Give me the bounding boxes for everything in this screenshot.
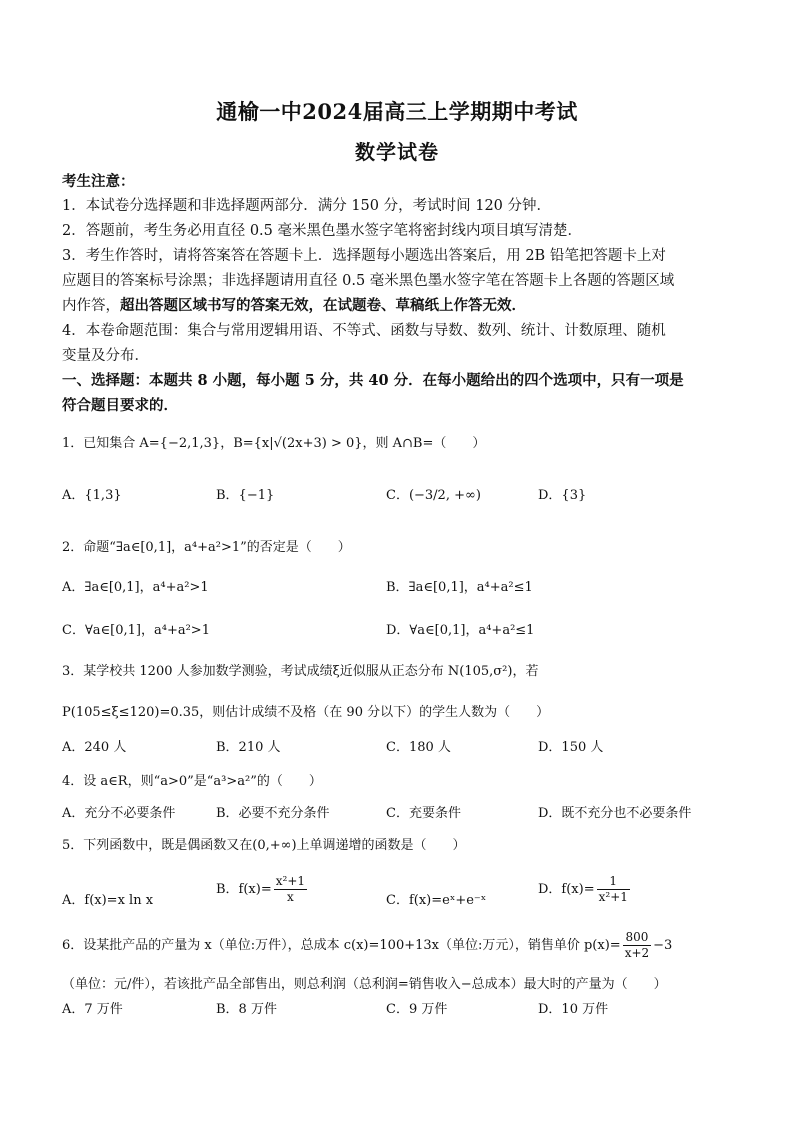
- q5-option-d-fraction: [597, 874, 630, 905]
- question-2-stem: 2．命题“∃a∈[0,1]，a⁴+a²>1”的否定是（ ）: [62, 540, 351, 555]
- notice-line-4a: 4．本卷命题范围：集合与常用逻辑用语、不等式、函数与导数、数列、统计、计数原理、随机: [62, 323, 666, 339]
- q5-option-b: [216, 874, 309, 905]
- q5-option-b-prefix: B．f(x)=: [216, 882, 272, 897]
- q5-option-d-numerator: 1: [597, 874, 630, 890]
- notice-line-3c: [62, 296, 736, 316]
- q1-option-b: B．{−1}: [216, 488, 275, 503]
- section-heading-1: 一、选择题：本题共 8 小题，每小题 5 分，共 40 分．在每小题给出的四个选项中，只有一项是: [62, 372, 684, 389]
- q5-option-c: C．f(x)=eˣ+e⁻ˣ: [386, 893, 487, 908]
- notice-line-2: 2．答题前，考生务必用直径 0.5 毫米黑色墨水签字笔将密封线内项目填写清楚．: [62, 223, 583, 239]
- question-6-stem-2: （单位：元/件），若该批产品全部售出，则总利润（总利润=销售收入−总成本）最大时的产量为（ ）: [62, 977, 667, 992]
- q3-option-d: D．150 人: [538, 740, 604, 755]
- question-5-stem: 5．下列函数中，既是偶函数又在(0,+∞)上单调递增的函数是（ ）: [62, 838, 466, 853]
- q2-option-d: D．∀a∈[0,1]，a⁴+a²≤1: [386, 623, 535, 638]
- q5-option-d-denominator: x²+1: [598, 890, 628, 904]
- q4-option-b: B．必要不充分条件: [216, 806, 330, 821]
- notice-line-3c-text: 内作答，: [62, 298, 120, 314]
- q6-option-d: D．10 万件: [538, 1002, 609, 1017]
- q6-price-fraction: [623, 930, 651, 961]
- notice-line-3c-bold: 超出答题区域书写的答案无效，在试题卷、草稿纸上作答无效．: [120, 297, 526, 314]
- question-1-stem: 1．已知集合 A={−2,1,3}，B={x|√(2x+3) > 0}，则 A∩B=（ ）: [62, 436, 486, 451]
- q6-option-a: A．7 万件: [62, 1002, 123, 1017]
- notice-line-4b: 变量及分布．: [62, 348, 149, 364]
- notice-line-1: 1．本试卷分选择题和非选择题两部分．满分 150 分，考试时间 120 分钟．: [62, 198, 552, 214]
- q6-stem-suffix: −3: [653, 938, 673, 953]
- q6-price-numerator: 800: [623, 930, 651, 946]
- q2-option-a: A．∃a∈[0,1]，a⁴+a²>1: [62, 580, 209, 595]
- q6-price-denominator: x+2: [624, 946, 650, 960]
- q1-option-c: C．(−3/2, +∞): [386, 488, 481, 503]
- question-3-stem-2: P(105≤ξ≤120)=0.35，则估计成绩不及格（在 90 分以下）的学生人数为（ ）: [62, 705, 550, 720]
- question-3-stem-1: 3．某学校共 1200 人参加数学测验，考试成绩ξ近似服从正态分布 N(105,σ²)，若: [62, 664, 539, 679]
- q5-option-d: [538, 874, 632, 905]
- notice-line-3b: 应题目的答案标号涂黑；非选择题请用直径 0.5 毫米黑色墨水签字笔在答题卡上各题的答题区域: [62, 273, 675, 289]
- q5-option-b-fraction: [274, 874, 307, 905]
- notice-line-3a: 3．考生作答时，请将答案答在答题卡上．选择题每小题选出答案后，用 2B 铅笔把答题卡上对: [62, 248, 666, 264]
- q6-stem-prefix: 6．设某批产品的产量为 x（单位:万件），总成本 c(x)=100+13x（单位:万元），销售单价 p(x)=: [62, 938, 621, 953]
- notice-heading: 考生注意：: [62, 173, 135, 190]
- q3-option-a: A．240 人: [62, 740, 127, 755]
- question-4-stem: 4．设 a∈R，则“a>0”是“a³>a²”的（ ）: [62, 774, 322, 789]
- q6-option-b: B．8 万件: [216, 1002, 277, 1017]
- exam-title: 通榆一中2024届高三上学期期中考试: [216, 99, 578, 124]
- q1-option-a: A．{1,3}: [62, 488, 122, 503]
- section-heading-2: 符合题目要求的．: [62, 397, 178, 414]
- q4-option-d: D．既不充分也不必要条件: [538, 806, 692, 821]
- q2-option-b: B．∃a∈[0,1]，a⁴+a²≤1: [386, 580, 533, 595]
- q1-option-d: D．{3}: [538, 488, 587, 503]
- q6-option-c: C．9 万件: [386, 1002, 448, 1017]
- q5-option-d-prefix: D．f(x)=: [538, 882, 595, 897]
- question-6-stem-1: [62, 930, 672, 961]
- exam-subtitle: 数学试卷: [355, 140, 439, 164]
- q4-option-a: A．充分不必要条件: [62, 806, 176, 821]
- q5-option-a: A．f(x)=x ln x: [62, 893, 154, 908]
- q4-option-c: C．充要条件: [386, 806, 461, 821]
- q5-option-b-numerator: x²+1: [275, 874, 306, 888]
- q5-option-b-denominator: x: [286, 890, 294, 904]
- q3-option-b: B．210 人: [216, 740, 281, 755]
- q3-option-c: C．180 人: [386, 740, 451, 755]
- q2-option-c: C．∀a∈[0,1]，a⁴+a²>1: [62, 623, 210, 638]
